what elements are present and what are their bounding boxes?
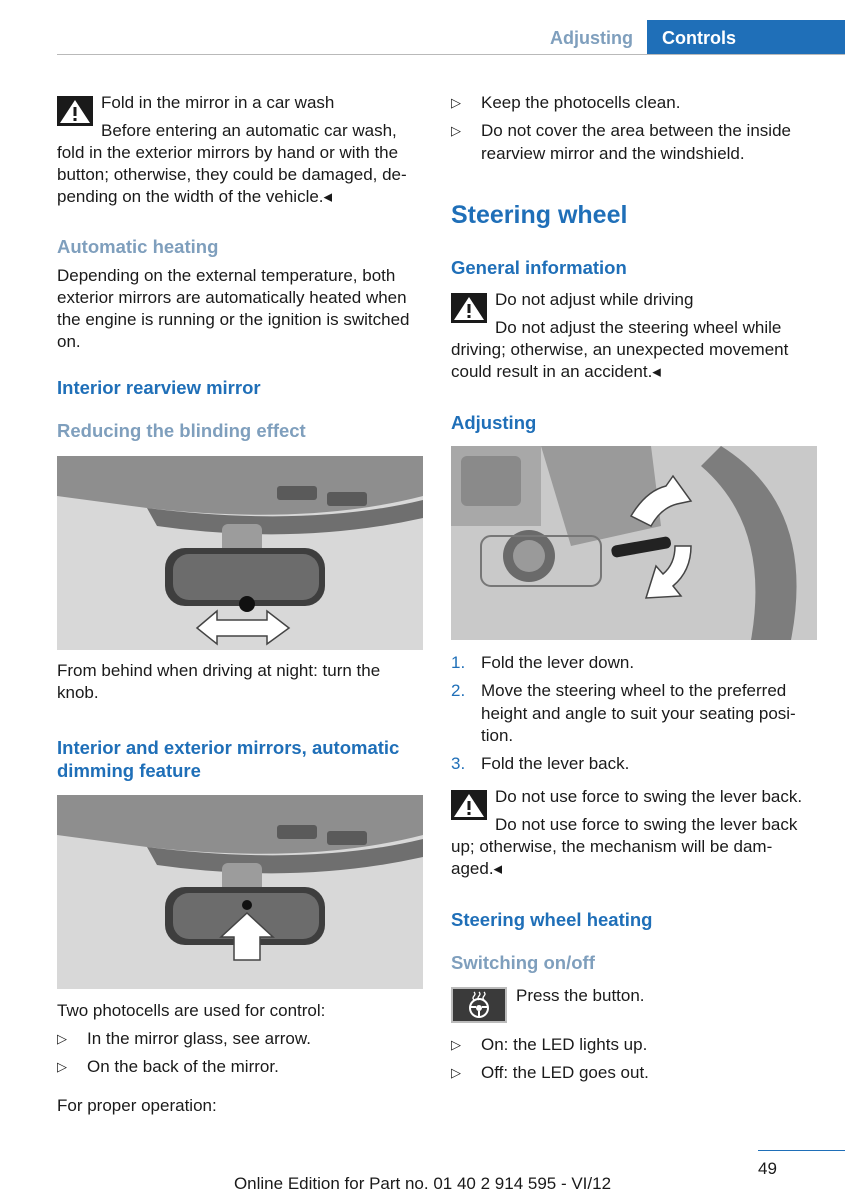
list-item (451, 120, 817, 165)
steering-lever-illustration (451, 446, 817, 640)
warning-text-line: Do not use force to swing the lever back (495, 815, 798, 834)
heading-line: dimming feature (57, 760, 201, 781)
list-item-text: Keep the photocells clean. (481, 93, 681, 112)
warning-title: Fold in the mirror in a car wash (101, 93, 335, 112)
heading-automatic-dimming (57, 736, 427, 782)
mirror-photocell-illustration (57, 795, 423, 989)
list-item-text: On: the LED lights up. (481, 1035, 648, 1054)
warning-text-line: Before entering an automatic car wash, (101, 121, 397, 140)
list-item (451, 1034, 817, 1057)
footer-edition: Online Edition for Part no. 01 40 2 914 595 - VI/12 (233, 1174, 612, 1193)
heading-steering-wheel-heating: Steering wheel heating (451, 909, 653, 930)
triangle-bullet-icon: ▷ (451, 1037, 461, 1052)
step-item (451, 652, 817, 675)
warning-triangle-icon (451, 293, 487, 323)
list-item-text: In the mirror glass, see arrow. (87, 1029, 311, 1048)
body-text: Press the button. (516, 986, 645, 1005)
heading-steering-wheel: Steering wheel (451, 201, 628, 229)
triangle-bullet-icon: ▷ (451, 123, 461, 138)
triangle-bullet-icon: ▷ (451, 1065, 461, 1080)
warning-triangle-icon (451, 790, 487, 820)
header-tab-controls: Controls (647, 20, 845, 54)
body-text: For proper operation: (57, 1096, 217, 1115)
step-item (451, 753, 817, 776)
heading-adjusting: Adjusting (451, 412, 537, 433)
step-text: Fold the lever back. (481, 754, 630, 773)
heading-line: Interior and exterior mirrors, automatic (57, 737, 400, 758)
body-text-line: exterior mirrors are automatically heated when (57, 288, 407, 307)
warning-text-line: Do not adjust the steering wheel while (495, 318, 782, 337)
list-item (57, 1056, 423, 1079)
header-section-label: Adjusting (550, 28, 633, 48)
body-text-line: on. (57, 332, 81, 351)
list-item (57, 1028, 423, 1051)
heading-switching: Switching on/off (451, 952, 595, 973)
mirror-knob-illustration (57, 456, 423, 650)
caption-line: From behind when driving at night: turn the (57, 661, 381, 680)
page-number: 49 (758, 1159, 777, 1178)
warning-text-line: aged.◂ (451, 859, 503, 878)
triangle-bullet-icon: ▷ (451, 95, 461, 110)
list-item (451, 1062, 817, 1085)
step-text: height and angle to suit your seating posi- (481, 703, 796, 723)
warning-text-line: button; otherwise, they could be damaged, de- (57, 165, 407, 184)
header-rule (57, 54, 845, 55)
step-item (451, 680, 817, 748)
page-number-rule (758, 1150, 845, 1151)
warning-text-line: driving; otherwise, an unexpected movement (451, 340, 789, 359)
warning-title: Do not adjust while driving (495, 290, 694, 309)
heading-general-information: General information (451, 257, 627, 278)
warning-text-line: pending on the width of the vehicle.◂ (57, 187, 333, 206)
warning-title: Do not use force to swing the lever back. (495, 787, 803, 806)
step-number: 1. (451, 653, 466, 672)
list-item (451, 92, 817, 115)
warning-triangle-icon (57, 96, 93, 126)
heading-automatic-heating: Automatic heating (57, 236, 219, 257)
heading-reducing-blinding: Reducing the blinding effect (57, 420, 306, 441)
triangle-bullet-icon: ▷ (57, 1059, 67, 1074)
step-text: Fold the lever down. (481, 653, 635, 672)
warning-text-line: could result in an accident.◂ (451, 362, 661, 381)
step-text: tion. (481, 726, 514, 745)
warning-text-line: up; otherwise, the mechanism will be dam- (451, 837, 773, 856)
heading-interior-rearview-mirror: Interior rearview mirror (57, 377, 261, 398)
body-text-line: the engine is running or the ignition is switched (57, 310, 410, 329)
list-item-text: Off: the LED goes out. (481, 1063, 649, 1082)
step-number: 2. (451, 681, 466, 700)
warning-text-line: fold in the exterior mirrors by hand or with the (57, 143, 399, 162)
caption-line: knob. (57, 683, 99, 702)
step-text: Move the steering wheel to the preferred (481, 681, 787, 700)
steering-wheel-heating-icon (451, 987, 507, 1023)
body-text-line: Depending on the external temperature, both (57, 266, 396, 285)
body-text: Two photocells are used for control: (57, 1001, 326, 1020)
list-item-text: rearview mirror and the windshield. (481, 143, 745, 163)
step-number: 3. (451, 754, 466, 773)
list-item-text: On the back of the mirror. (87, 1057, 279, 1076)
triangle-bullet-icon: ▷ (57, 1031, 67, 1046)
list-item-text: Do not cover the area between the inside (481, 121, 791, 140)
